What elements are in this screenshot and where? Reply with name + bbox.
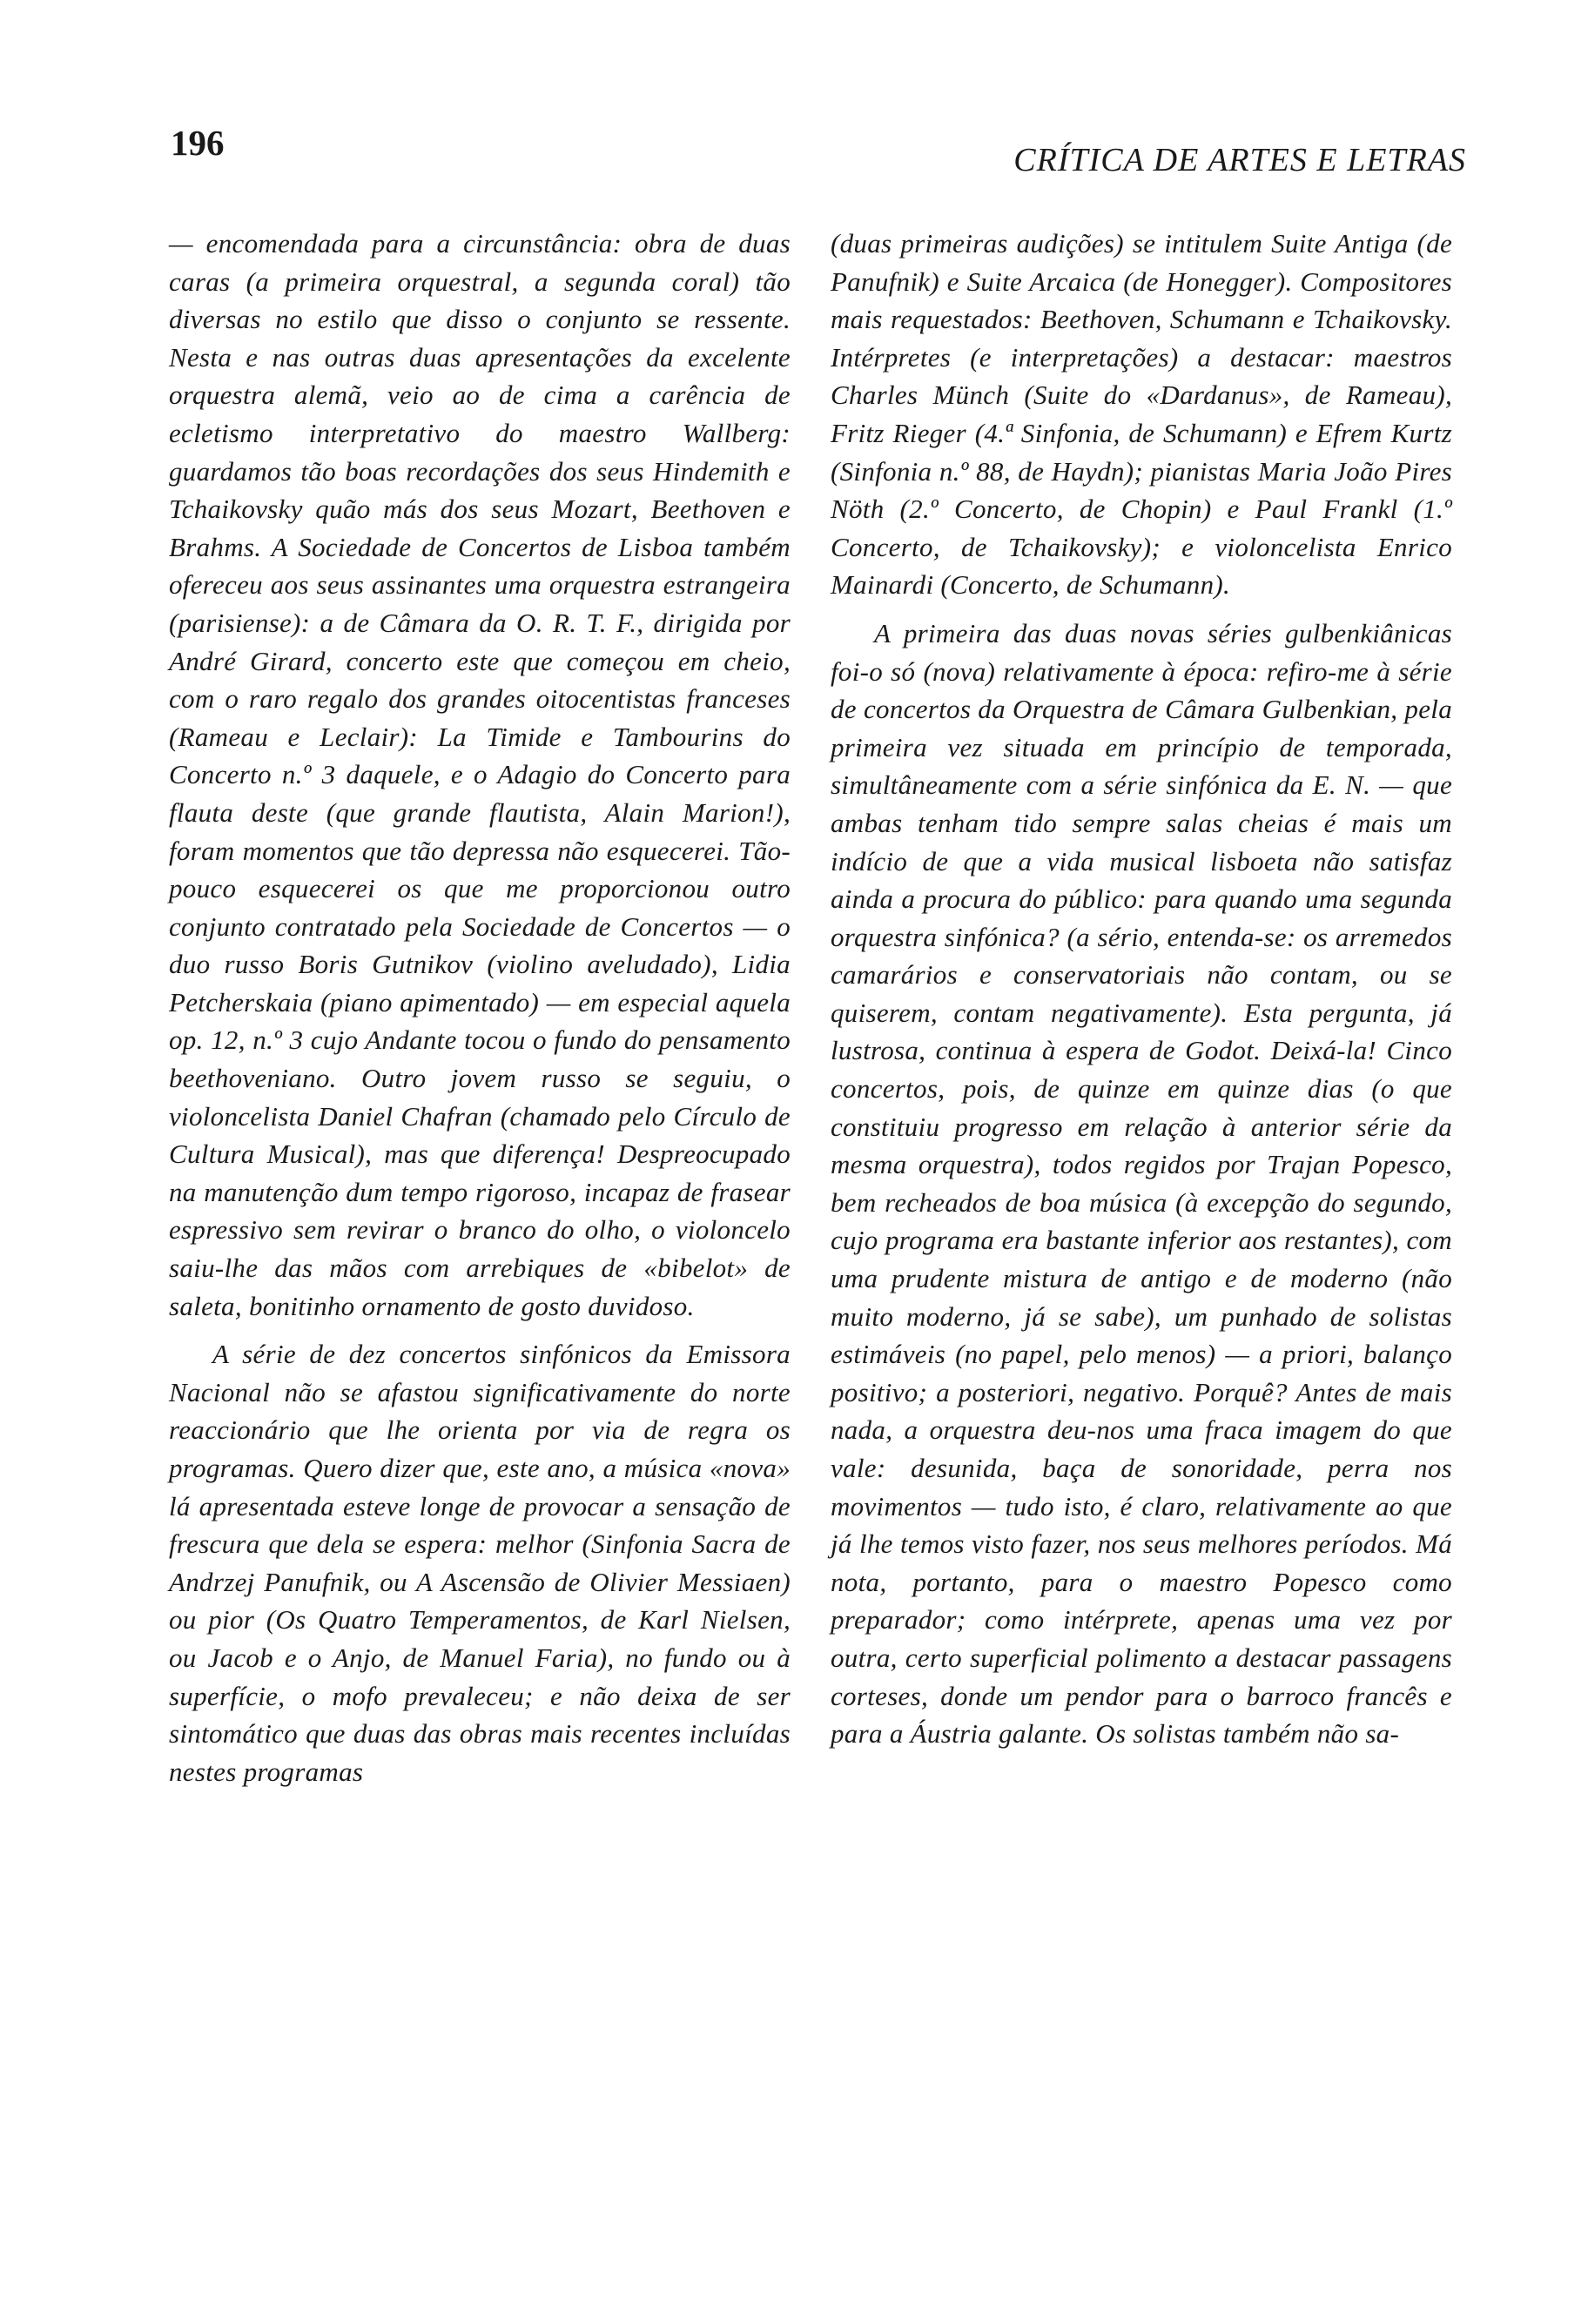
paragraph: (duas primeiras audições) se intitulem Suite Antiga (de Panufnik) e Suite Arcaica (de Honegger). Compositores mais requestados: Beethoven, Schumann e Tchaikovsky. Intérpretes (e interpretações) a destacar: maestros Charles Münch (Suite do «Dardanus», de Rameau), Fritz Rieger (4.ª Sinfonia, de Schumann) e Efrem Kurtz (Sinfonia n.º 88, de Haydn); pianistas Maria João Pires Nöth (2.º Concerto, de Chopin) e Paul Frankl (1.º Concerto, de Tchaikovsky); e violoncelista Enrico Mainardi (Concerto, de Schumann). (831, 228, 1452, 601)
paragraph: A primeira das duas novas séries gulbenkiânicas foi-o só (nova) relativamente à época: refiro-me à série de concertos da Orquestra de Câmara Gulbenkian, pela primeira vez situada em princípio de temporada, simultâneamente com a série sinfónica da E. N. — que ambas tenham tido sempre salas cheias é mais um indício de que a vida musical lisboeta não satisfaz ainda a procura do público: para quando uma segunda orquestra sinfónica? (a sério, entenda-se: os arremedos camarários e conservatoriais não contam, ou se quiserem, contam negativamente). Esta pergunta, já lustrosa, continua à espera de Godot. Deixá-la! Cinco concertos, pois, de quinze em quinze dias (o que constituiu progresso em relação à anterior série da mesma orquestra), todos regidos por Trajan Popesco, bem recheados de boa música (à excepção do segundo, cujo programa era bastante inferior aos restantes), com uma prudente mistura de antigo e de moderno (não muito moderno, já se sabe), um punhado de solistas estimáveis (no papel, pelo menos) — a priori, balanço positivo; a posteriori, negativo. Porquê? Antes de mais nada, a orquestra deu-nos uma fraca imagem do que vale: desunida, baça de sonoridade, perra nos movimentos — tudo isto, é claro, relativamente ao que já lhe temos visto fazer, nos seus melhores períodos. Má nota, portanto, para o maestro Popesco como preparador; como intérprete, apenas uma vez por outra, certo superficial polimento a destacar passagens corteses, donde um pendor para o barroco francês e para a Áustria galante. Os solistas também não sa- (831, 617, 1452, 1750)
left-column (169, 225, 791, 1801)
page-number: 196 (171, 123, 225, 163)
right-column (831, 225, 1452, 1763)
paragraph: A série de dez concertos sinfónicos da Emissora Nacional não se afastou significativamente do norte reaccionário que lhe orienta por via de regra os programas. Quero dizer que, este ano, a música «nova» lá apresentada esteve longe de provocar a sensação de frescura que dela se espera: melhor (Sinfonia Sacra de Andrzej Panufnik, ou A Ascensão de Olivier Messiaen) ou pior (Os Quatro Temperamentos, de Karl Nielsen, ou Jacob e o Anjo, de Manuel Faria), no fundo ou à superfície, o mofo prevaleceu; e não deixa de ser sintomático que duas das obras mais recentes incluídas nestes programas (169, 1339, 791, 1787)
paragraph: — encomendada para a circunstância: obra de duas caras (a primeira orquestral, a segunda coral) tão diversas no estilo que disso o conjunto se ressente. Nesta e nas outras duas apresentações da excelente orquestra alemã, veio ao de cima a carência de ecletismo interpretativo do maestro Wallberg: guardamos tão boas recordações dos seus Hindemith e Tchaikovsky quão más dos seus Mozart, Beethoven e Brahms. A Sociedade de Concertos de Lisboa também ofereceu aos seus assinantes uma orquestra estrangeira (parisiense): a de Câmara da O. R. T. F., dirigida por André Girard, concerto este que começou em cheio, com o raro regalo dos grandes oitocentistas franceses (Rameau e Leclair): La Timide e Tambourins do Concerto n.º 3 daquele, e o Adagio do Concerto para flauta deste (que grande flautista, Alain Marion!), foram momentos que tão depressa não esquecerei. Tão-pouco esquecerei os que me proporcionou outro conjunto contratado pela Sociedade de Concertos — o duo russo Boris Gutnikov (violino aveludado), Lidia Petcherskaia (piano apimentado) — em especial aquela op. 12, n.º 3 cujo Andante tocou o fundo do pensamento beethoveniano. Outro jovem russo se seguiu, o violoncelista Daniel Chafran (chamado pelo Círculo de Cultura Musical), mas que diferença! Despreocupado na manutenção dum tempo rigoroso, incapaz de frasear espressivo sem revirar o branco do olho, o violoncelo saiu-lhe das mãos com arrebiques de «bibelot» de saleta, bonitinho ornamento de gosto duvidoso. (169, 228, 791, 1321)
running-title: CRÍTICA DE ARTES E LETRAS (1013, 142, 1466, 178)
